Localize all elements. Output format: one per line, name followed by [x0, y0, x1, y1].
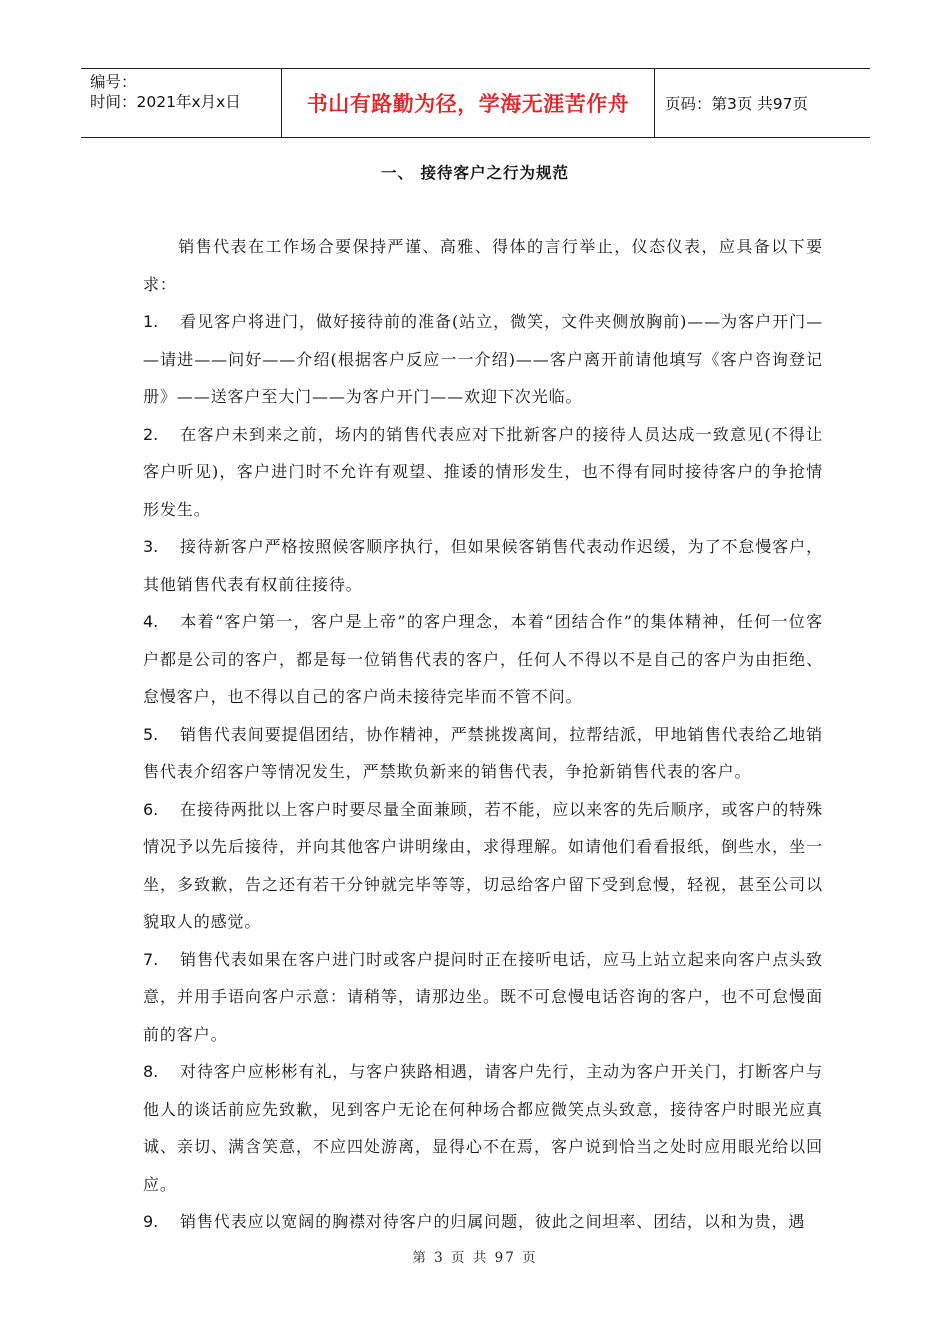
rule-number: 3. [143, 537, 159, 556]
rule-number: 2. [143, 424, 159, 444]
rule-number: 1. [143, 312, 159, 331]
header-motto: 书山有路勤为径，学海无涯苦作舟 [281, 69, 655, 137]
document-date: 时间：2021年x月x日 [90, 93, 241, 111]
rule-item-2 [143, 416, 823, 529]
rule-item-9 [143, 1203, 823, 1241]
section-title: 一、 接待客户之行为规范 [381, 164, 569, 182]
rule-item-4 [143, 603, 823, 716]
rule-text: 销售代表如果在客户进门时或客户提问时正在接听电话，应马上站立起来向客户点头致意，并用手语向客户示意：请稍等，请那边坐。既不可怠慢电话咨询的客户，也不可怠慢面前的客户。 [143, 949, 823, 1044]
document-number-label: 编号： [90, 73, 137, 91]
page-footer: 第 3 页 共 97 页 [412, 1250, 538, 1266]
header-meta [81, 69, 281, 137]
rule-number: 6. [143, 799, 159, 819]
rule-number: 4. [143, 612, 159, 631]
intro-paragraph: 销售代表在工作场合要保持严谨、高雅、得体的言行举止，仪态仪表，应具备以下要求： [143, 237, 823, 294]
rule-number: 9. [143, 1212, 159, 1231]
rule-text: 在客户未到来之前，场内的销售代表应对下批新客户的接待人员达成一致意见(不得让客户听见)，客户进门时不允许有观望、推诿的情形发生，也不得有同时接待客户的争抢情形发生。 [143, 424, 823, 519]
document-header [81, 68, 870, 138]
rule-item-5 [143, 716, 823, 791]
rule-text: 销售代表应以宽阔的胸襟对待客户的归属问题，彼此之间坦率、团结，以和为贵，遇 [180, 1212, 806, 1231]
rule-text: 在接待两批以上客户时要尽量全面兼顾，若不能，应以来客的先后顺序，或客户的特殊情况予以先后接待，并向其他客户讲明缘由，求得理解。如请他们看看报纸，倒些水，坐一坐，多致歉，告之还有若干分钟就完毕等等，切忌给客户留下受到怠慢，轻视，甚至公司以貌取人的感觉。 [143, 799, 823, 931]
rule-text: 接待新客户严格按照候客顺序执行，但如果候客销售代表动作迟缓，为了不怠慢客户，其他销售代表有权前往接待。 [143, 537, 823, 594]
rule-text: 看见客户将进门，做好接待前的准备(站立，微笑，文件夹侧放胸前)——为客户开门— —请进——问好——介绍(根据客户反应一一介绍)——客户离开前请他填写《客户咨询登记册》——送客户至大门——为客户开门——欢迎下次光临。 [143, 312, 823, 406]
rule-text: 销售代表间要提倡团结，协作精神，严禁挑拨离间，拉帮结派，甲地销售代表给乙地销售代表介绍客户等情况发生，严禁欺负新来的销售代表，争抢新销售代表的客户。 [143, 724, 823, 781]
rule-number: 7. [143, 949, 159, 969]
rule-item-1 [143, 303, 823, 416]
document-body [143, 228, 823, 1241]
rule-item-8 [143, 1053, 823, 1203]
rule-number: 8. [143, 1062, 159, 1081]
rule-text: 本着“客户第一，客户是上帝”的客户理念，本着“团结合作”的集体精神，任何一位客户都是公司的客户，都是每一位销售代表的客户，任何人不得以不是自己的客户为由拒绝、怠慢客户，也不得以自己的客户尚未接待完毕而不管不问。 [143, 612, 823, 706]
rule-number: 5. [143, 724, 159, 744]
rule-item-7 [143, 941, 823, 1054]
rule-item-3 [143, 528, 823, 603]
rule-item-6 [143, 791, 823, 941]
rule-text: 对待客户应彬彬有礼，与客户狭路相遇，请客户先行，主动为客户开关门，打断客户与他人的谈话前应先致歉，见到客户无论在何种场合都应微笑点头致意，接待客户时眼光应真诚、亲切、满含笑意，不应四处游离，显得心不在焉，客户说到恰当之处时应用眼光给以回应。 [143, 1062, 823, 1194]
header-page-number: 页码：第3页 共97页 [665, 95, 809, 113]
